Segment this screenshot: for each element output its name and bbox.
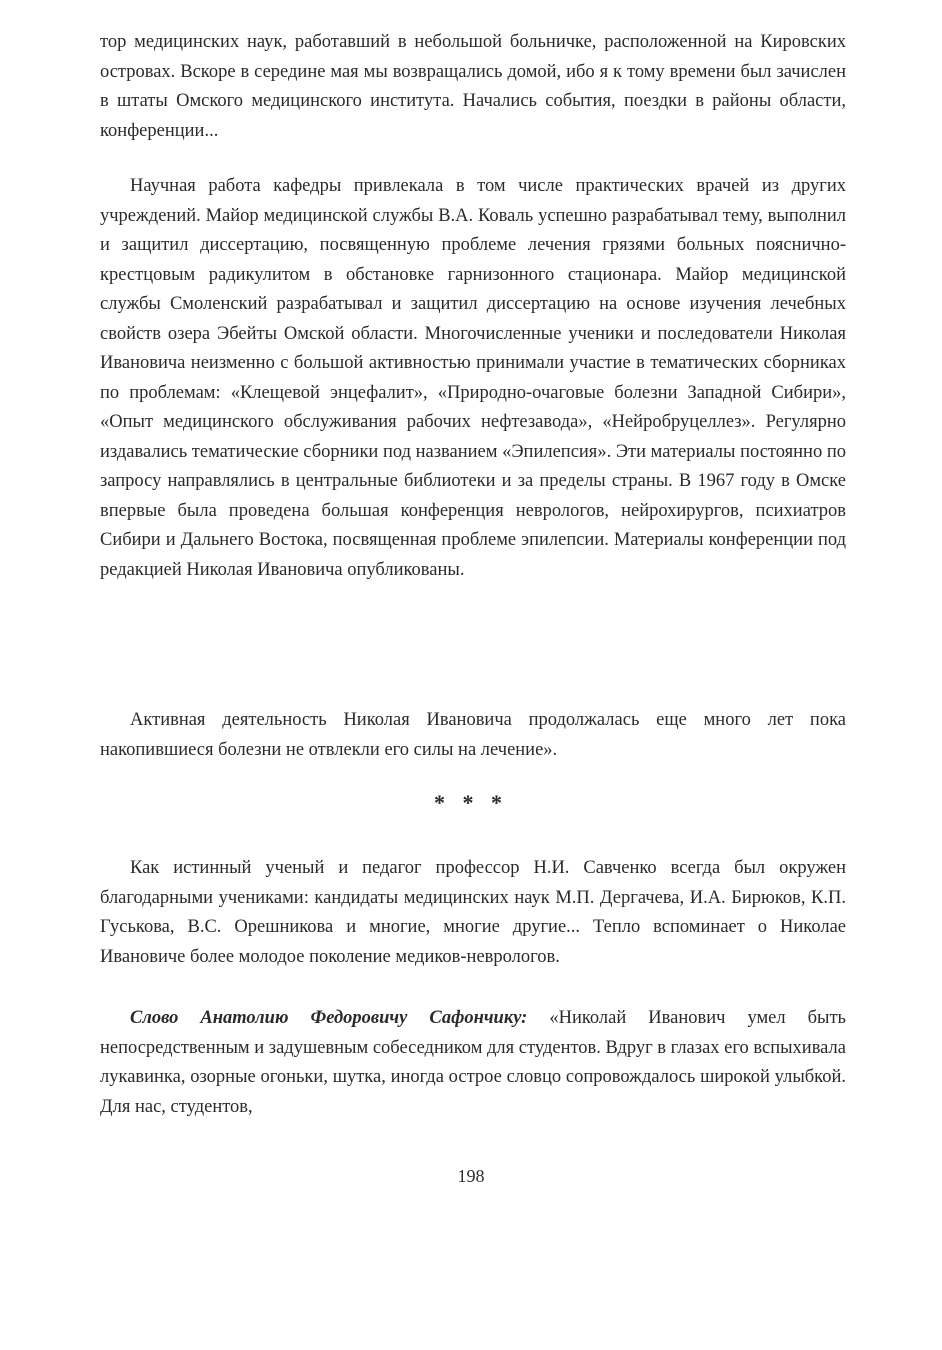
paragraph-block-5: [100, 1004, 846, 1122]
paragraph-quote: [100, 1004, 846, 1122]
paragraph-block-2: [100, 172, 846, 585]
section-separator: * * *: [434, 790, 508, 815]
quote-lead: Слово Анатолию Федоровичу Сафончику:: [130, 1008, 528, 1028]
paragraph-block-3: [100, 706, 846, 765]
paragraph-block-1: [100, 28, 846, 146]
paragraph-scientific-work: Научная работа кафедры привлекала в том числе практических врачей из других учреждений. Майор медицинской службы В.А. Коваль успешно разрабатывал тему, выполнил и защитил диссертацию, посвященную проблеме лечения грязями больных пояснично-крестцовым радикулитом в обстановке гарнизонного стационара. Майор медицинской службы Смоленский разрабатывал и защитил диссертацию на основе изучения лечебных свойств озера Эбейты Омской области. Многочисленные ученики и последователи Николая Ивановича неизменно с большой активностью принимали участие в тематических сборниках по проблемам: «Клещевой энцефалит», «Природно-очаговые болезни Западной Сибири», «Опыт медицинского обслуживания рабочих нефтезавода», «Нейробруцеллез». Регулярно издавались тематические сборники под названием «Эпилепсия». Эти материалы постоянно по запросу направлялись в центральные библиотеки и за пределы страны. В 1967 году в Омске впервые была проведена большая конференция неврологов, нейрохирургов, психиатров Сибири и Дальнего Востока, посвященная проблеме эпилепсии. Материалы конференции под редакцией Николая Ивановича опубликованы.: [100, 176, 846, 580]
page-number: 198: [457, 1166, 485, 1186]
paragraph-continuation: тор медицинских наук, работавший в небольшой больничке, расположенной на Кировских островах. Вскоре в середине мая мы возвращались домой, ибо я к тому времени был зачислен в штаты Омского медицинского института. Начались события, поездки в районы области, конференции...: [100, 32, 846, 141]
quote-text: «Николай Иванович умел быть непосредственным и задушевным собеседником для студентов. Вдруг в глазах его вспыхивала лукавинка, озорные огоньки, шутка, иногда острое словцо сопровождалось широкой улыбкой. Для нас, студентов,: [100, 1008, 846, 1117]
paragraph-students: Как истинный ученый и педагог профессор Н.И. Савченко всегда был окружен благодарными учениками: кандидаты медицинских наук М.П. Дергачева, И.А. Бирюков, К.П. Гуськова, В.С. Орешникова и многие, многие другие... Тепло вспоминает о Николае Ивановиче более молодое поколение медиков-неврологов.: [100, 858, 846, 967]
paragraph-active-work: Активная деятельность Николая Ивановича продолжалась еще много лет пока накопившиеся болезни не отвлекли его силы на лечение».: [100, 710, 846, 760]
paragraph-block-4: [100, 854, 846, 972]
